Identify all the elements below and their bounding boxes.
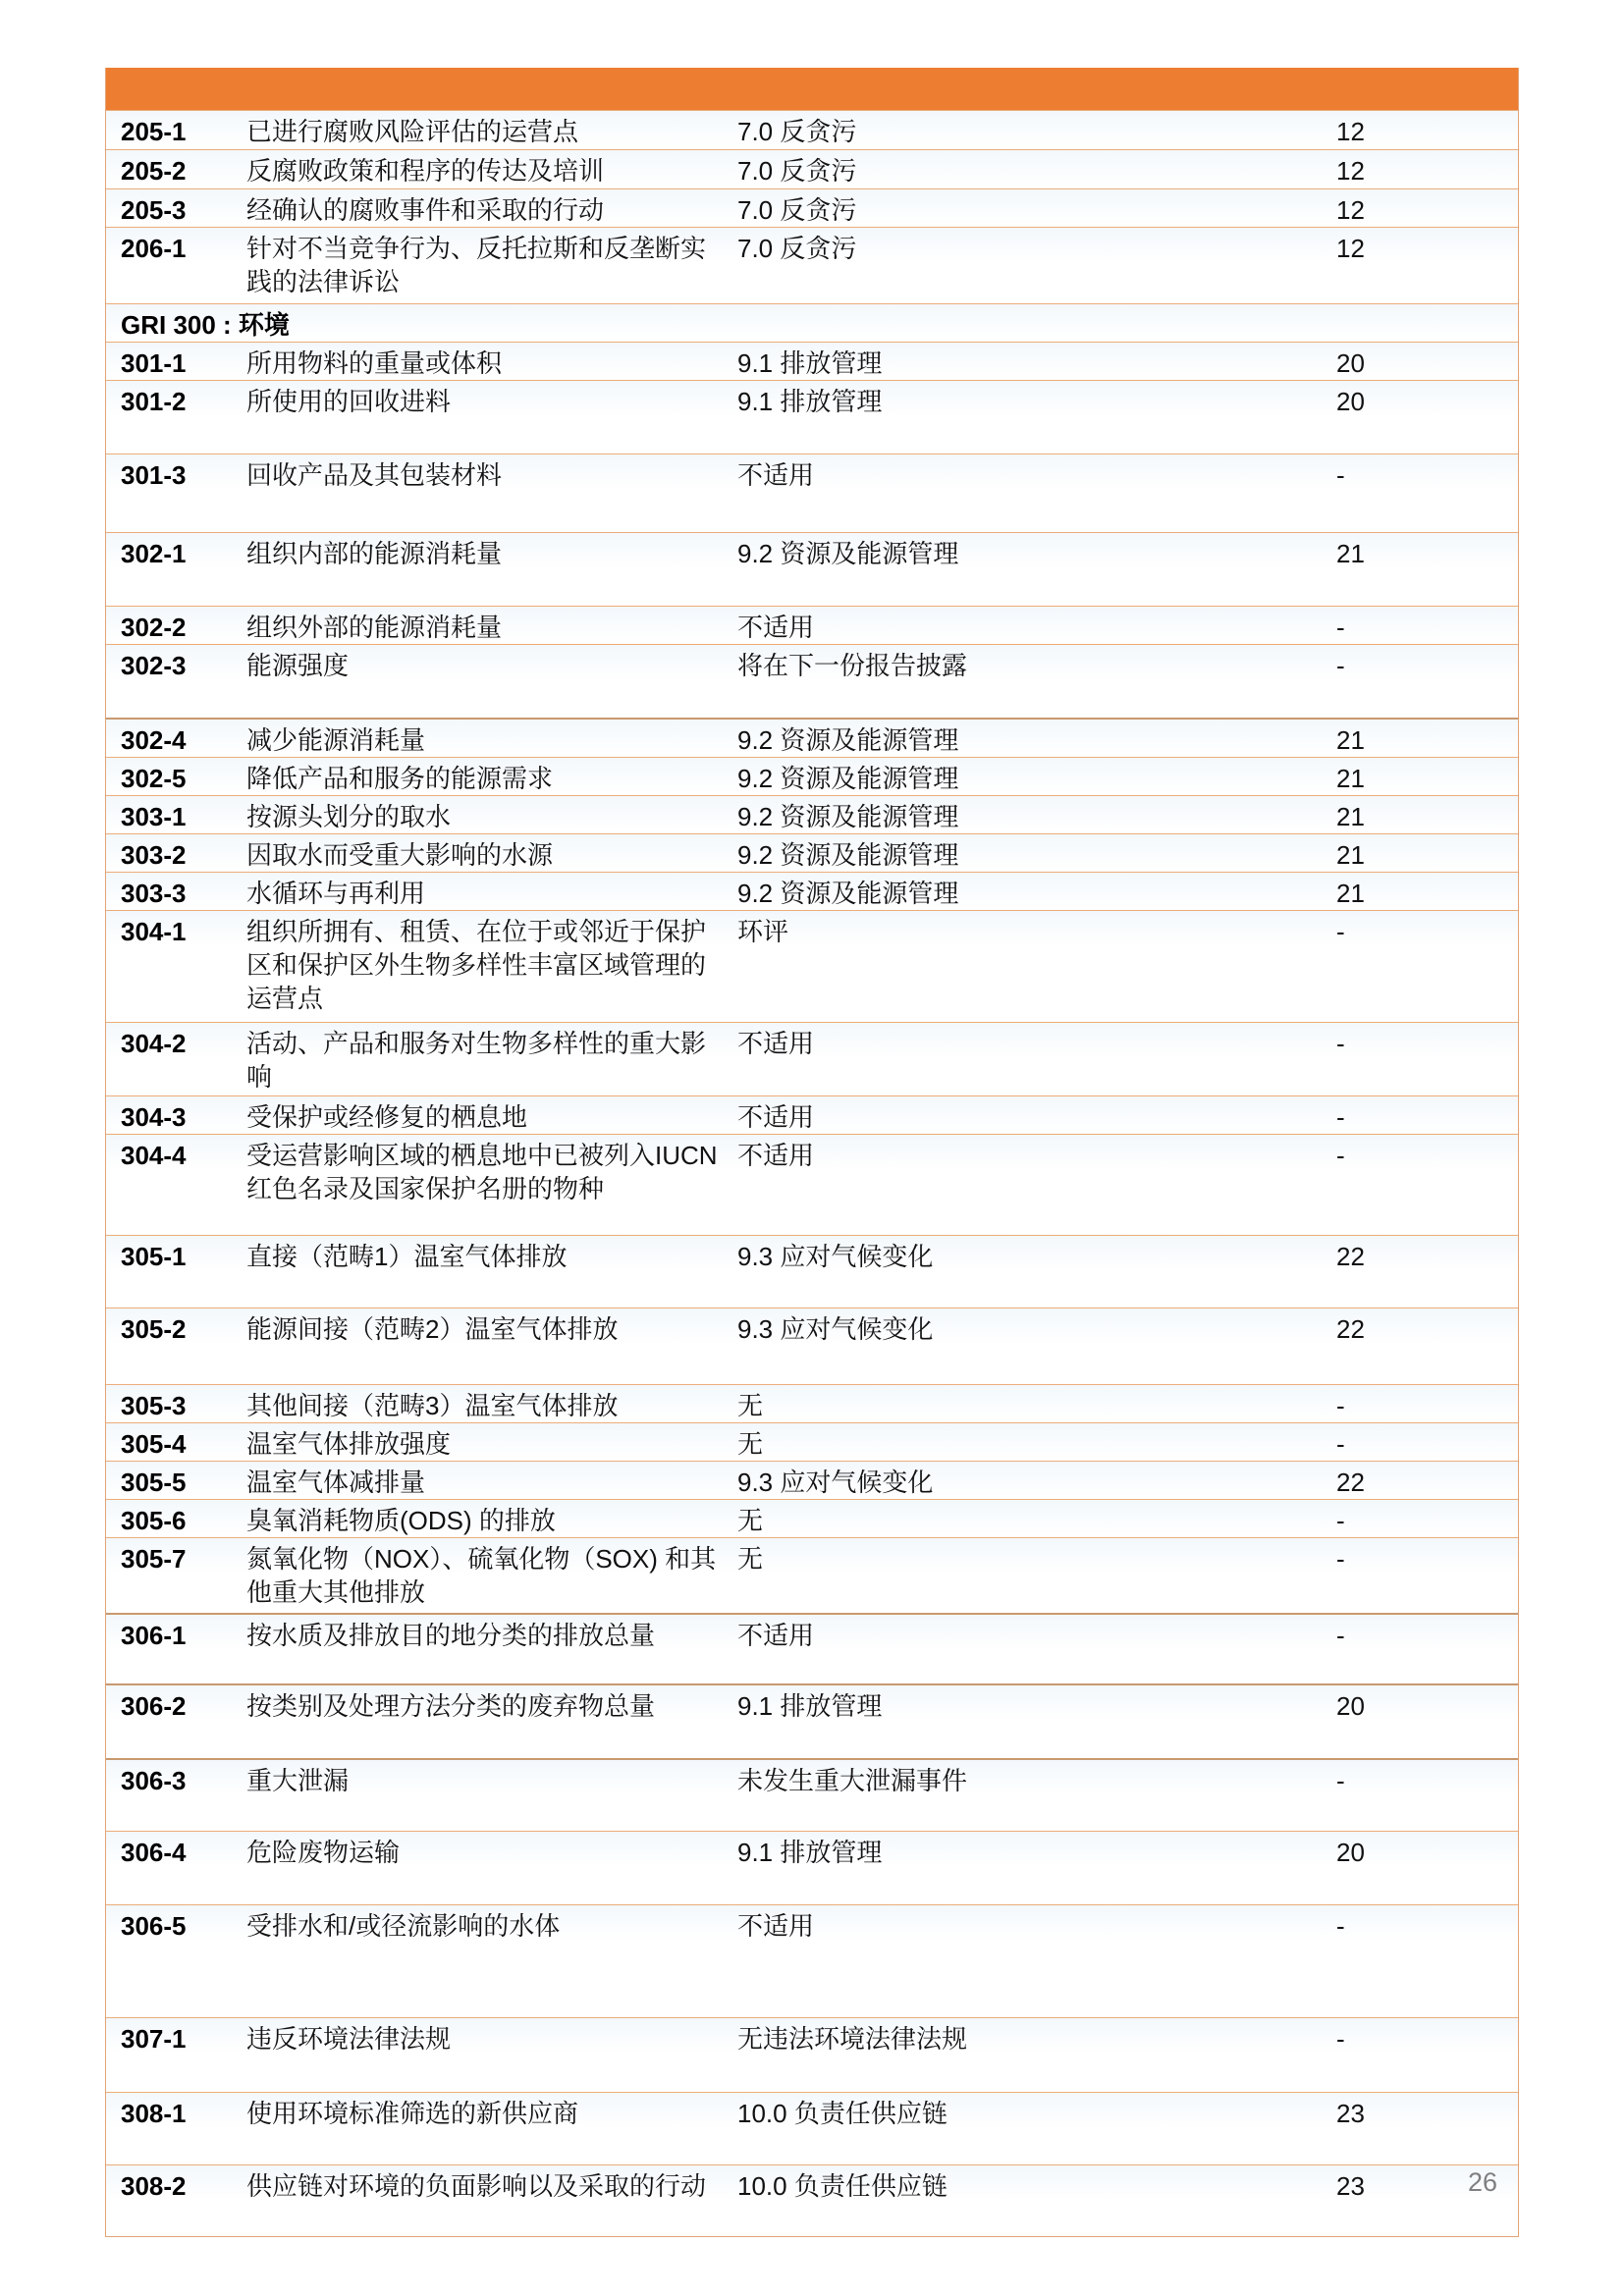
row-code: 206-1: [121, 234, 187, 263]
row-page-number: -: [1336, 1544, 1345, 1574]
table-header-bar: [106, 68, 1518, 110]
row-code: 306-3: [121, 1766, 187, 1795]
row-description: 组织内部的能源消耗量: [246, 539, 503, 568]
table-row: [106, 1095, 1518, 1134]
row-section-ref: 不适用: [737, 1029, 815, 1058]
row-description: 受排水和/或径流影响的水体: [246, 1911, 561, 1941]
row-code: 305-1: [121, 1242, 187, 1271]
table-row: [106, 227, 1518, 303]
row-description: 使用环境标准筛选的新供应商: [246, 2099, 579, 2128]
table-row: [106, 1461, 1518, 1499]
row-description: 减少能源消耗量: [246, 725, 426, 755]
row-page-number: 23: [1336, 2099, 1365, 2128]
row-page-number: 21: [1336, 764, 1365, 793]
row-page-number: 20: [1336, 1691, 1365, 1721]
row-page-number: 23: [1336, 2171, 1365, 2201]
row-code: 304-3: [121, 1102, 187, 1132]
row-code: 302-2: [121, 613, 187, 642]
table-row: [106, 795, 1518, 833]
table-row: [106, 1022, 1518, 1095]
row-code: 302-4: [121, 725, 187, 755]
row-description: 氮氧化物（NOX）、硫氧化物（SOX) 和其他重大其他排放: [246, 1544, 717, 1607]
table-row: [106, 644, 1518, 718]
row-section-ref: 7.0 反贪污: [737, 234, 857, 263]
table-row: [106, 1758, 1518, 1831]
row-code: 306-5: [121, 1911, 187, 1941]
row-page-number: -: [1336, 613, 1345, 642]
row-description: 经确认的腐败事件和采取的行动: [246, 195, 605, 225]
row-code: 306-1: [121, 1621, 187, 1650]
table-row: [106, 454, 1518, 532]
table-row: [106, 188, 1518, 227]
row-page-number: 21: [1336, 802, 1365, 831]
row-code: 205-2: [121, 156, 187, 186]
table-row: [106, 1134, 1518, 1235]
row-page-number: 22: [1336, 1468, 1365, 1497]
row-description: 所用物料的重量或体积: [246, 348, 503, 378]
row-section-ref: 9.3 应对气候变化: [737, 1468, 934, 1497]
row-description: 温室气体减排量: [246, 1468, 426, 1497]
row-section-ref: 7.0 反贪污: [737, 195, 857, 225]
row-page-number: 20: [1336, 348, 1365, 378]
table-row: [106, 2092, 1518, 2164]
row-page-number: -: [1336, 1429, 1345, 1459]
row-description: 其他间接（范畴3）温室气体排放: [246, 1391, 619, 1420]
row-description: 按水质及排放目的地分类的排放总量: [246, 1621, 656, 1650]
row-section-ref: 9.2 资源及能源管理: [737, 879, 959, 908]
row-section-ref: 不适用: [737, 1911, 815, 1941]
row-page-number: -: [1336, 1766, 1345, 1795]
row-description: 降低产品和服务的能源需求: [246, 764, 554, 793]
row-page-number: -: [1336, 460, 1345, 490]
table-row: [106, 532, 1518, 606]
row-page-number: -: [1336, 1506, 1345, 1535]
table-row: [106, 1422, 1518, 1461]
row-section-ref: 10.0 负责任供应链: [737, 2171, 947, 2201]
row-page-number: -: [1336, 1911, 1345, 1941]
row-section-ref: 9.3 应对气候变化: [737, 1314, 934, 1344]
row-section-ref: 无: [737, 1391, 764, 1420]
row-section-ref: 不适用: [737, 613, 815, 642]
table-row: [106, 833, 1518, 872]
table-row: [106, 1308, 1518, 1384]
page-number: 26: [1467, 2167, 1497, 2197]
row-description: 供应链对环境的负面影响以及采取的行动: [246, 2171, 707, 2201]
row-description: 违反环境法律法规: [246, 2024, 452, 2054]
row-page-number: -: [1336, 1029, 1345, 1058]
row-section-ref: 7.0 反贪污: [737, 156, 857, 186]
table-row: [106, 149, 1518, 188]
row-description: 组织所拥有、租赁、在位于或邻近于保护区和保护区外生物多样性丰富区域管理的运营点: [246, 917, 707, 1013]
row-description: 直接（范畴1）温室气体排放: [246, 1242, 568, 1271]
row-section-ref: 9.1 排放管理: [737, 1691, 883, 1721]
table-row: [106, 1831, 1518, 1904]
table-row: [106, 1613, 1518, 1683]
row-code: 303-2: [121, 840, 187, 870]
row-code: 305-7: [121, 1544, 187, 1574]
row-code: 205-3: [121, 195, 187, 225]
table-body: [106, 110, 1518, 2236]
row-code: 305-3: [121, 1391, 187, 1420]
row-code: 305-6: [121, 1506, 187, 1535]
row-code: 303-1: [121, 802, 187, 831]
row-code: 305-5: [121, 1468, 187, 1497]
row-description: 能源间接（范畴2）温室气体排放: [246, 1314, 619, 1344]
table-row: [106, 1235, 1518, 1308]
row-section-ref: 环评: [737, 917, 789, 946]
row-code: 205-1: [121, 117, 187, 146]
table-row: [106, 1384, 1518, 1422]
row-code: 304-4: [121, 1141, 187, 1170]
row-description: 回收产品及其包装材料: [246, 460, 503, 490]
table-row: [106, 606, 1518, 644]
row-page-number: 12: [1336, 195, 1365, 225]
table-row: [106, 872, 1518, 910]
row-section-ref: 9.1 排放管理: [737, 348, 883, 378]
table-row: [106, 1904, 1518, 2017]
row-description: 重大泄漏: [246, 1766, 350, 1795]
row-description: 水循环与再利用: [246, 879, 426, 908]
table-row: [106, 2017, 1518, 2092]
row-section-ref: 无: [737, 1429, 764, 1459]
row-section-ref: 无: [737, 1544, 764, 1574]
row-section-ref: 9.1 排放管理: [737, 387, 883, 416]
table-row: [106, 380, 1518, 454]
row-code: 301-3: [121, 460, 187, 490]
row-description: 针对不当竞争行为、反托拉斯和反垄断实践的法律诉讼: [246, 234, 707, 296]
row-description: 温室气体排放强度: [246, 1429, 452, 1459]
gri-index-table: [105, 68, 1519, 2237]
row-description: 活动、产品和服务对生物多样性的重大影响: [246, 1029, 707, 1092]
row-code: 304-1: [121, 917, 187, 946]
row-page-number: 22: [1336, 1314, 1365, 1344]
row-section-ref: 未发生重大泄漏事件: [737, 1766, 968, 1795]
table-row: [106, 910, 1518, 1022]
table-row: [106, 718, 1518, 757]
table-row: [106, 342, 1518, 380]
row-page-number: -: [1336, 1621, 1345, 1650]
row-page-number: 21: [1336, 840, 1365, 870]
row-page-number: 12: [1336, 234, 1365, 263]
row-description: 反腐败政策和程序的传达及培训: [246, 156, 605, 186]
row-section-ref: 9.2 资源及能源管理: [737, 725, 959, 755]
row-section-ref: 不适用: [737, 460, 815, 490]
table-row: [106, 757, 1518, 795]
row-section-ref: 9.2 资源及能源管理: [737, 840, 959, 870]
row-section-ref: 9.2 资源及能源管理: [737, 802, 959, 831]
row-page-number: 22: [1336, 1242, 1365, 1271]
row-page-number: 12: [1336, 156, 1365, 186]
row-section-ref: 9.2 资源及能源管理: [737, 764, 959, 793]
row-code: 308-1: [121, 2099, 187, 2128]
row-section-ref: 无违法环境法律法规: [737, 2024, 968, 2054]
row-section-ref: 7.0 反贪污: [737, 117, 857, 146]
row-description: 已进行腐败风险评估的运营点: [246, 117, 579, 146]
row-code: 303-3: [121, 879, 187, 908]
row-description: 按类别及处理方法分类的废弃物总量: [246, 1691, 656, 1721]
row-page-number: 12: [1336, 117, 1365, 146]
table-row: [106, 1499, 1518, 1537]
row-code: 305-2: [121, 1314, 187, 1344]
row-description: 按源头划分的取水: [246, 802, 452, 831]
row-page-number: -: [1336, 2024, 1345, 2054]
row-page-number: -: [1336, 1102, 1345, 1132]
row-description: 所使用的回收进料: [246, 387, 452, 416]
row-description: 能源强度: [246, 651, 350, 680]
row-page-number: 21: [1336, 539, 1365, 568]
row-code: 307-1: [121, 2024, 187, 2054]
row-description: 因取水而受重大影响的水源: [246, 840, 554, 870]
row-description: 臭氧消耗物质(ODS) 的排放: [246, 1506, 556, 1535]
row-code: 306-2: [121, 1691, 187, 1721]
row-code: 302-1: [121, 539, 187, 568]
row-page-number: -: [1336, 917, 1345, 946]
row-description: 受保护或经修复的栖息地: [246, 1102, 528, 1132]
row-page-number: 20: [1336, 1838, 1365, 1867]
row-section-ref: 不适用: [737, 1621, 815, 1650]
row-section-ref: 9.3 应对气候变化: [737, 1242, 934, 1271]
row-page-number: 21: [1336, 725, 1365, 755]
row-page-number: -: [1336, 1141, 1345, 1170]
table-row: [106, 1537, 1518, 1613]
row-page-number: -: [1336, 1391, 1345, 1420]
table-row: [106, 110, 1518, 149]
row-page-number: -: [1336, 651, 1345, 680]
row-section-ref: 不适用: [737, 1141, 815, 1170]
table-row: [106, 1683, 1518, 1758]
row-code: 304-2: [121, 1029, 187, 1058]
row-description: 危险废物运输: [246, 1838, 401, 1867]
section-header-label: GRI 300 : 环境: [121, 310, 290, 340]
row-code: 302-3: [121, 651, 187, 680]
section-header-row: [106, 303, 1518, 342]
row-section-ref: 9.2 资源及能源管理: [737, 539, 959, 568]
row-code: 306-4: [121, 1838, 187, 1867]
table-row: [106, 2164, 1518, 2236]
row-code: 301-1: [121, 348, 187, 378]
row-page-number: 20: [1336, 387, 1365, 416]
row-code: 305-4: [121, 1429, 187, 1459]
row-code: 301-2: [121, 387, 187, 416]
row-code: 308-2: [121, 2171, 187, 2201]
row-description: 组织外部的能源消耗量: [246, 613, 503, 642]
row-section-ref: 10.0 负责任供应链: [737, 2099, 947, 2128]
row-code: 302-5: [121, 764, 187, 793]
row-section-ref: 无: [737, 1506, 764, 1535]
row-page-number: 21: [1336, 879, 1365, 908]
row-section-ref: 将在下一份报告披露: [737, 651, 968, 680]
row-description: 受运营影响区域的栖息地中已被列入IUCN红色名录及国家保护名册的物种: [246, 1141, 718, 1203]
row-section-ref: 不适用: [737, 1102, 815, 1132]
row-section-ref: 9.1 排放管理: [737, 1838, 883, 1867]
